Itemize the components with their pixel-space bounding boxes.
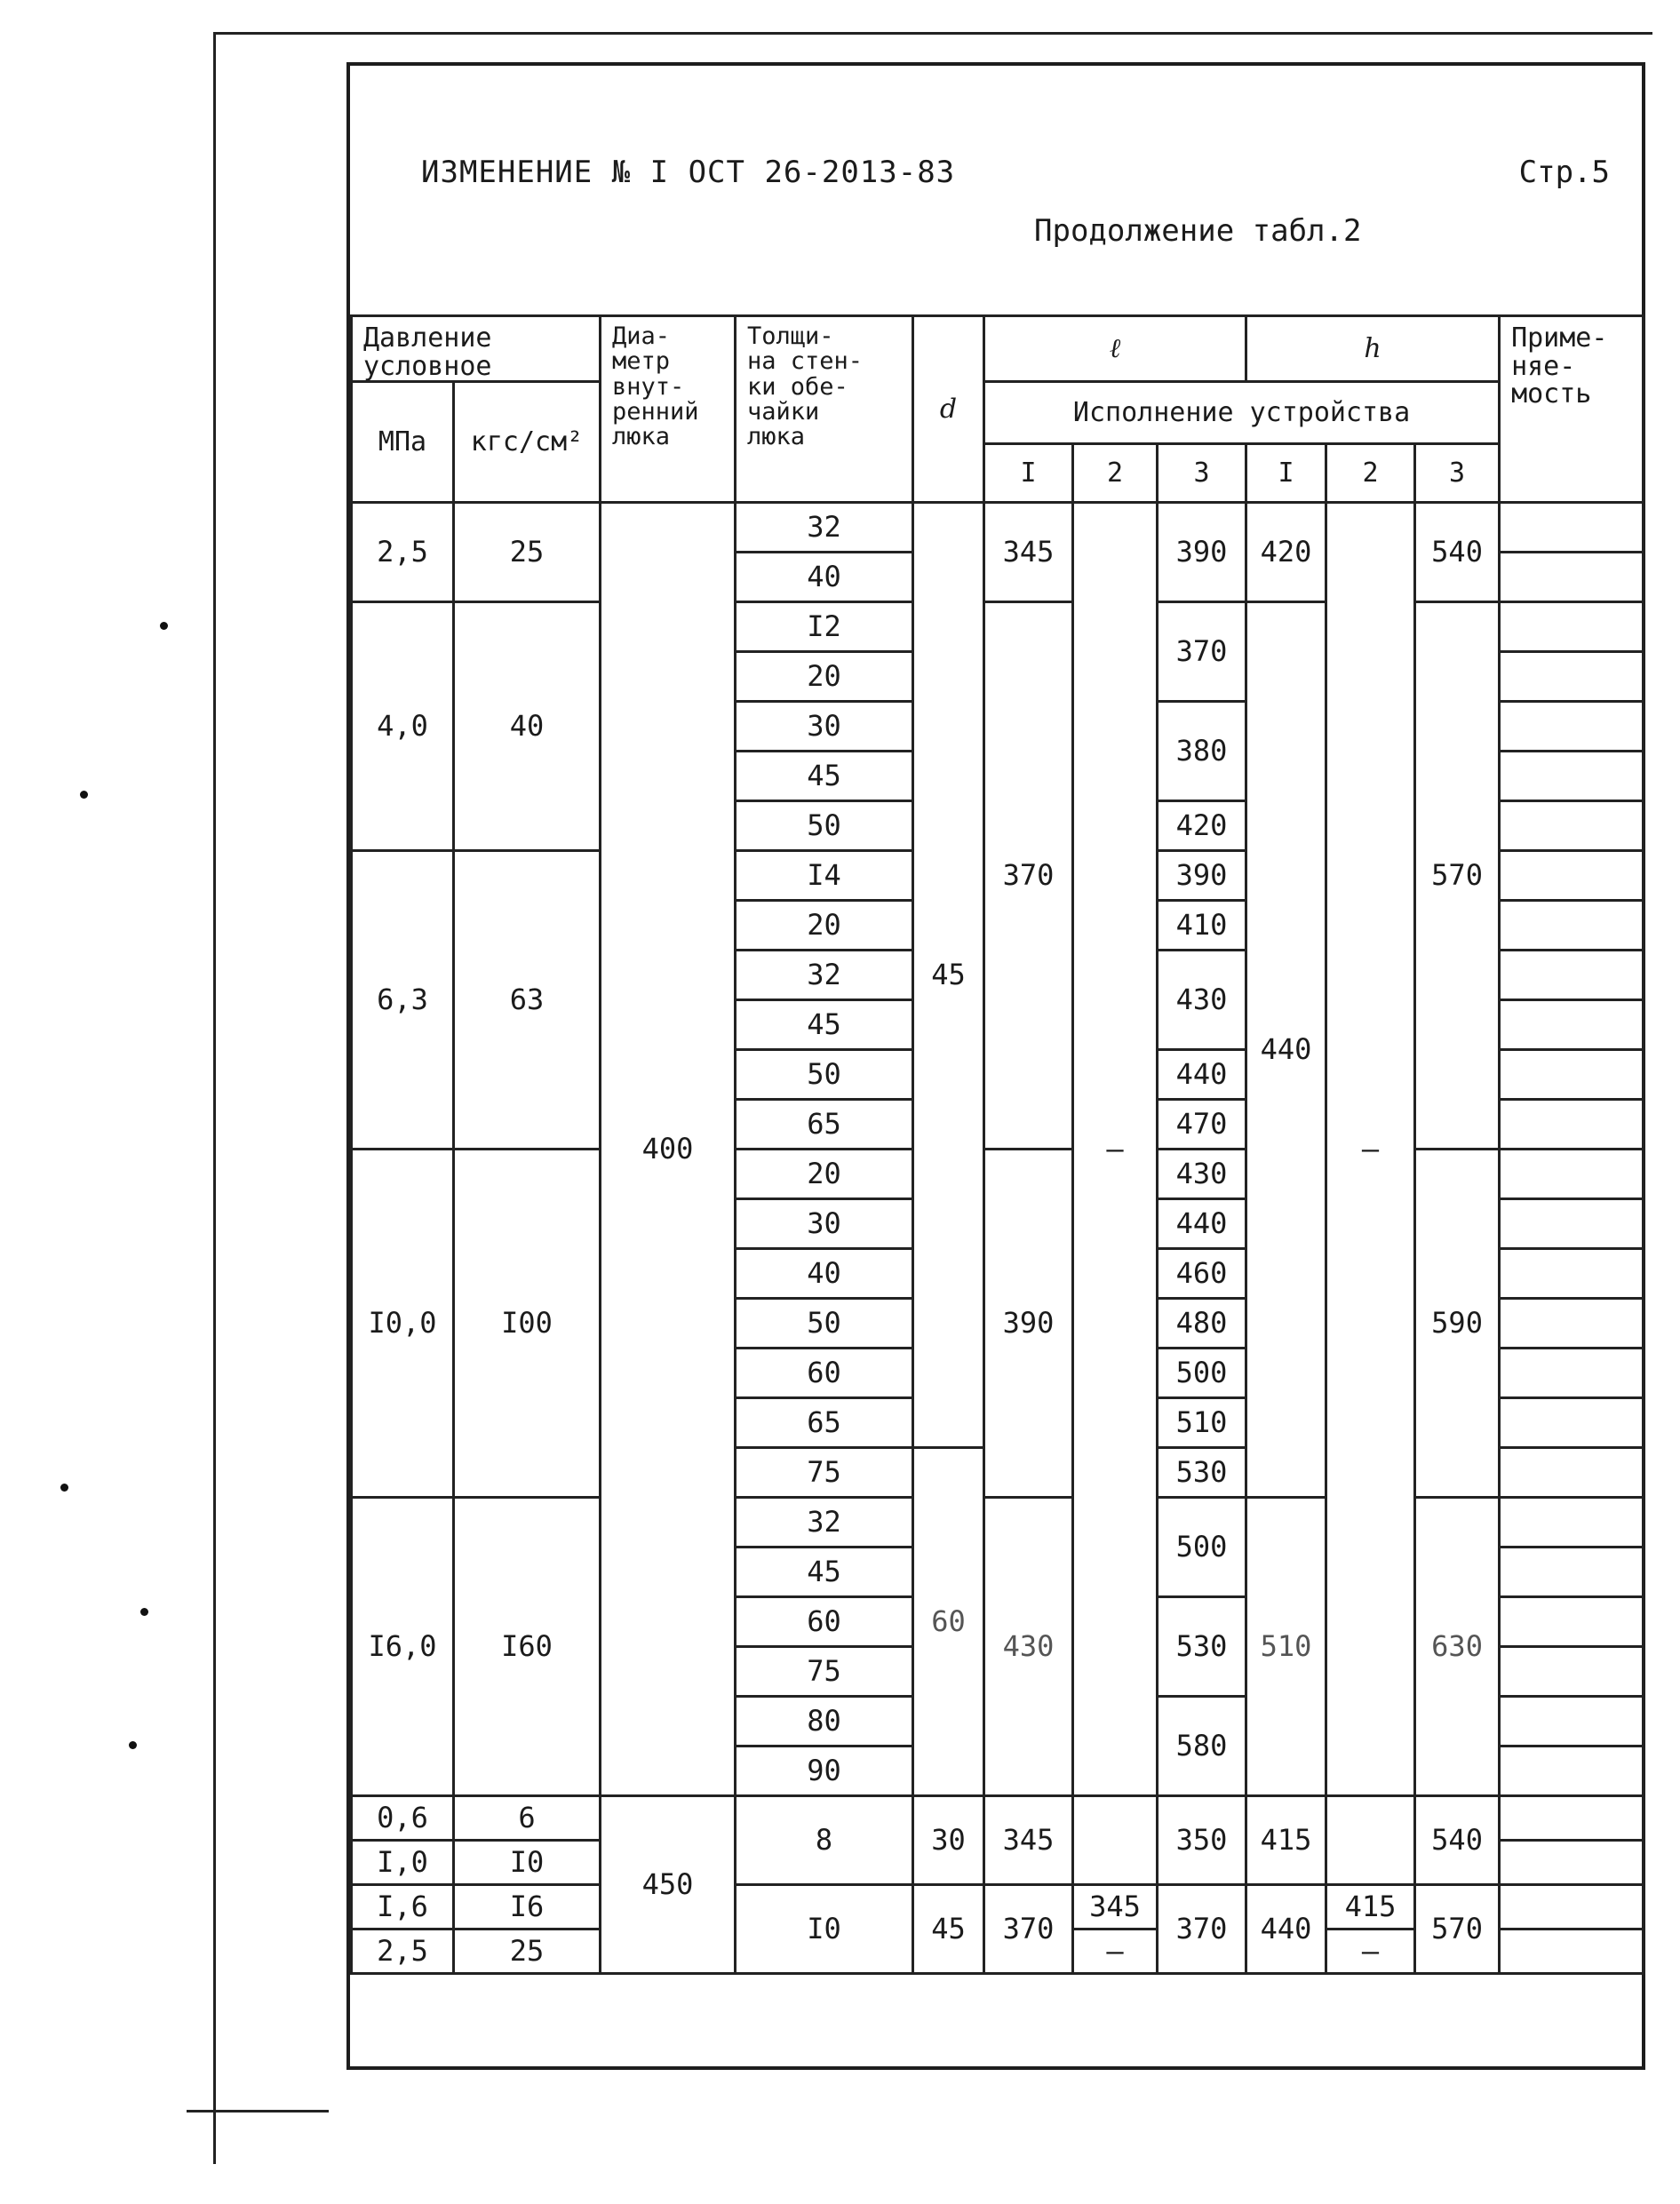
header-l-v3: 3 bbox=[1158, 444, 1246, 503]
thickness-value: 75 bbox=[736, 1647, 913, 1697]
thickness-value: 60 bbox=[736, 1349, 913, 1398]
header-h-v2: 2 bbox=[1326, 444, 1415, 503]
pressure-kgf: 63 bbox=[454, 851, 601, 1150]
header-h-v1: I bbox=[1246, 444, 1326, 503]
h1-value: 440 bbox=[1246, 602, 1326, 1498]
table-row bbox=[352, 1885, 1644, 1929]
thickness-value: 50 bbox=[736, 1299, 913, 1349]
pressure-mpa: I,0 bbox=[352, 1841, 454, 1885]
l3-value: 460 bbox=[1158, 1249, 1246, 1299]
thickness-value: 45 bbox=[736, 1000, 913, 1050]
pressure-mpa: 2,5 bbox=[352, 503, 454, 602]
note-cell bbox=[1500, 1448, 1644, 1498]
header-diameter: Диа- метр внут- ренний люка bbox=[601, 316, 736, 503]
scan-speck bbox=[129, 1741, 137, 1749]
note-cell bbox=[1500, 1697, 1644, 1746]
thickness-value: 32 bbox=[736, 503, 913, 553]
header-h: h bbox=[1246, 316, 1500, 382]
pressure-mpa: 2,5 bbox=[352, 1929, 454, 1974]
l3-value: 410 bbox=[1158, 901, 1246, 951]
document-frame bbox=[346, 62, 1645, 2070]
l3-value: 580 bbox=[1158, 1697, 1246, 1796]
l3-value: 370 bbox=[1158, 602, 1246, 702]
l2-value bbox=[1073, 1796, 1158, 1885]
l2-value: 345 bbox=[1073, 1885, 1158, 1929]
thickness-value: 65 bbox=[736, 1398, 913, 1448]
l3-value: 430 bbox=[1158, 1150, 1246, 1199]
note-cell bbox=[1500, 901, 1644, 951]
thickness-value: 45 bbox=[736, 1548, 913, 1597]
l3-value: 390 bbox=[1158, 503, 1246, 602]
scan-edge-left bbox=[213, 32, 216, 2164]
d-value: 60 bbox=[913, 1448, 984, 1796]
thickness-value: 80 bbox=[736, 1697, 913, 1746]
pressure-mpa: I0,0 bbox=[352, 1150, 454, 1498]
diameter-value: 400 bbox=[601, 503, 736, 1796]
h2-value: – bbox=[1326, 503, 1415, 1796]
pressure-kgf: I00 bbox=[454, 1150, 601, 1498]
note-cell bbox=[1500, 1199, 1644, 1249]
note-cell bbox=[1500, 1885, 1644, 1929]
d-value: 45 bbox=[913, 1885, 984, 1974]
table-row bbox=[352, 1150, 1644, 1199]
pressure-kgf: I60 bbox=[454, 1498, 601, 1796]
h1-value: 440 bbox=[1246, 1885, 1326, 1974]
thickness-value: 20 bbox=[736, 901, 913, 951]
note-cell bbox=[1500, 1841, 1644, 1885]
h1-value: 420 bbox=[1246, 503, 1326, 602]
thickness-value: I4 bbox=[736, 851, 913, 901]
h1-value: 510 bbox=[1246, 1498, 1326, 1796]
h2-value bbox=[1326, 1796, 1415, 1885]
thickness-value: 40 bbox=[736, 1249, 913, 1299]
note-cell bbox=[1500, 951, 1644, 1000]
document-title: ИЗМЕНЕНИЕ № I ОСТ 26-2013-83 bbox=[421, 155, 956, 190]
l3-value: 440 bbox=[1158, 1199, 1246, 1249]
table-row bbox=[352, 1796, 1644, 1841]
header-l-v2: 2 bbox=[1073, 444, 1158, 503]
note-cell bbox=[1500, 1100, 1644, 1150]
note-cell bbox=[1500, 652, 1644, 702]
note-cell bbox=[1500, 1000, 1644, 1050]
header-l: ℓ bbox=[984, 316, 1246, 382]
d-value: 30 bbox=[913, 1796, 984, 1885]
l2-value: – bbox=[1073, 1929, 1158, 1974]
h2-value: – bbox=[1326, 1929, 1415, 1974]
note-cell bbox=[1500, 1746, 1644, 1796]
h2-value: 415 bbox=[1326, 1885, 1415, 1929]
thickness-value: I0 bbox=[736, 1885, 913, 1974]
header-note: Приме- няе- мость bbox=[1500, 316, 1644, 503]
d-value: 45 bbox=[913, 503, 984, 1448]
pressure-kgf: 25 bbox=[454, 503, 601, 602]
l3-value: 530 bbox=[1158, 1597, 1246, 1697]
note-cell bbox=[1500, 503, 1644, 553]
note-cell bbox=[1500, 553, 1644, 602]
thickness-value: 32 bbox=[736, 1498, 913, 1548]
l1-value: 430 bbox=[984, 1498, 1073, 1796]
l3-value: 430 bbox=[1158, 951, 1246, 1050]
h3-value: 570 bbox=[1415, 602, 1500, 1150]
table-row bbox=[352, 1498, 1644, 1548]
thickness-value: 65 bbox=[736, 1100, 913, 1150]
pressure-mpa: I,6 bbox=[352, 1885, 454, 1929]
header-d: d bbox=[913, 316, 984, 503]
l3-value: 500 bbox=[1158, 1498, 1246, 1597]
note-cell bbox=[1500, 801, 1644, 851]
header-mpa: МПа bbox=[352, 382, 454, 503]
header-l-v1: I bbox=[984, 444, 1073, 503]
note-cell bbox=[1500, 1796, 1644, 1841]
header-kgf: кгс/см² bbox=[454, 382, 601, 503]
note-cell bbox=[1500, 1548, 1644, 1597]
l3-value: 420 bbox=[1158, 801, 1246, 851]
note-cell bbox=[1500, 1299, 1644, 1349]
pressure-table bbox=[350, 314, 1644, 1975]
pressure-mpa: I6,0 bbox=[352, 1498, 454, 1796]
note-cell bbox=[1500, 752, 1644, 801]
thickness-value: 75 bbox=[736, 1448, 913, 1498]
l3-value: 500 bbox=[1158, 1349, 1246, 1398]
thickness-value: 90 bbox=[736, 1746, 913, 1796]
l3-value: 370 bbox=[1158, 1885, 1246, 1974]
header-variant: Исполнение устройства bbox=[984, 382, 1500, 444]
note-cell bbox=[1500, 602, 1644, 652]
pressure-mpa: 4,0 bbox=[352, 602, 454, 851]
note-cell bbox=[1500, 1398, 1644, 1448]
h3-value: 540 bbox=[1415, 503, 1500, 602]
pressure-mpa: 0,6 bbox=[352, 1796, 454, 1841]
thickness-value: I2 bbox=[736, 602, 913, 652]
diameter-value: 450 bbox=[601, 1796, 736, 1974]
thickness-value: 50 bbox=[736, 1050, 913, 1100]
thickness-value: 40 bbox=[736, 553, 913, 602]
page-number: Стр.5 bbox=[1518, 155, 1610, 190]
l3-value: 530 bbox=[1158, 1448, 1246, 1498]
l1-value: 345 bbox=[984, 503, 1073, 602]
note-cell bbox=[1500, 1647, 1644, 1697]
thickness-value: 45 bbox=[736, 752, 913, 801]
pressure-kgf: I6 bbox=[454, 1885, 601, 1929]
pressure-kgf: 25 bbox=[454, 1929, 601, 1974]
thickness-value: 20 bbox=[736, 652, 913, 702]
thickness-value: 60 bbox=[736, 1597, 913, 1647]
note-cell bbox=[1500, 1597, 1644, 1647]
pressure-kgf: 40 bbox=[454, 602, 601, 851]
note-cell bbox=[1500, 1150, 1644, 1199]
h3-value: 630 bbox=[1415, 1498, 1500, 1796]
l3-value: 480 bbox=[1158, 1299, 1246, 1349]
l1-value: 370 bbox=[984, 602, 1073, 1150]
note-cell bbox=[1500, 1498, 1644, 1548]
pressure-kgf: I0 bbox=[454, 1841, 601, 1885]
l1-value: 345 bbox=[984, 1796, 1073, 1885]
h3-value: 570 bbox=[1415, 1885, 1500, 1974]
l1-value: 390 bbox=[984, 1150, 1073, 1498]
scan-speck bbox=[80, 791, 88, 799]
l3-value: 380 bbox=[1158, 702, 1246, 801]
h3-value: 590 bbox=[1415, 1150, 1500, 1498]
pressure-kgf: 6 bbox=[454, 1796, 601, 1841]
h1-value: 415 bbox=[1246, 1796, 1326, 1885]
header-pressure: Давление условное bbox=[352, 316, 601, 382]
note-cell bbox=[1500, 702, 1644, 752]
l3-value: 440 bbox=[1158, 1050, 1246, 1100]
note-cell bbox=[1500, 1249, 1644, 1299]
note-cell bbox=[1500, 1349, 1644, 1398]
scan-mark bbox=[187, 2110, 329, 2112]
thickness-value: 30 bbox=[736, 1199, 913, 1249]
thickness-value: 20 bbox=[736, 1150, 913, 1199]
table-row bbox=[352, 503, 1644, 553]
l3-value: 390 bbox=[1158, 851, 1246, 901]
l3-value: 510 bbox=[1158, 1398, 1246, 1448]
l3-value: 470 bbox=[1158, 1100, 1246, 1150]
table-row bbox=[352, 602, 1644, 652]
scan-speck bbox=[160, 622, 168, 630]
header-h-v3: 3 bbox=[1415, 444, 1500, 503]
thickness-value: 30 bbox=[736, 702, 913, 752]
l1-value: 370 bbox=[984, 1885, 1073, 1974]
thickness-value: 32 bbox=[736, 951, 913, 1000]
table-caption: Продолжение табл.2 bbox=[1034, 213, 1362, 249]
l3-value: 350 bbox=[1158, 1796, 1246, 1885]
scan-speck bbox=[60, 1484, 68, 1492]
thickness-value: 50 bbox=[736, 801, 913, 851]
scan-speck bbox=[140, 1608, 148, 1616]
header-thickness: Толщи- на стен- ки обе- чайки люка bbox=[736, 316, 913, 503]
h3-value: 540 bbox=[1415, 1796, 1500, 1885]
l2-value: – bbox=[1073, 503, 1158, 1796]
scan-edge-top bbox=[213, 32, 1652, 35]
note-cell bbox=[1500, 1050, 1644, 1100]
note-cell bbox=[1500, 1929, 1644, 1974]
thickness-value: 8 bbox=[736, 1796, 913, 1885]
pressure-mpa: 6,3 bbox=[352, 851, 454, 1150]
note-cell bbox=[1500, 851, 1644, 901]
